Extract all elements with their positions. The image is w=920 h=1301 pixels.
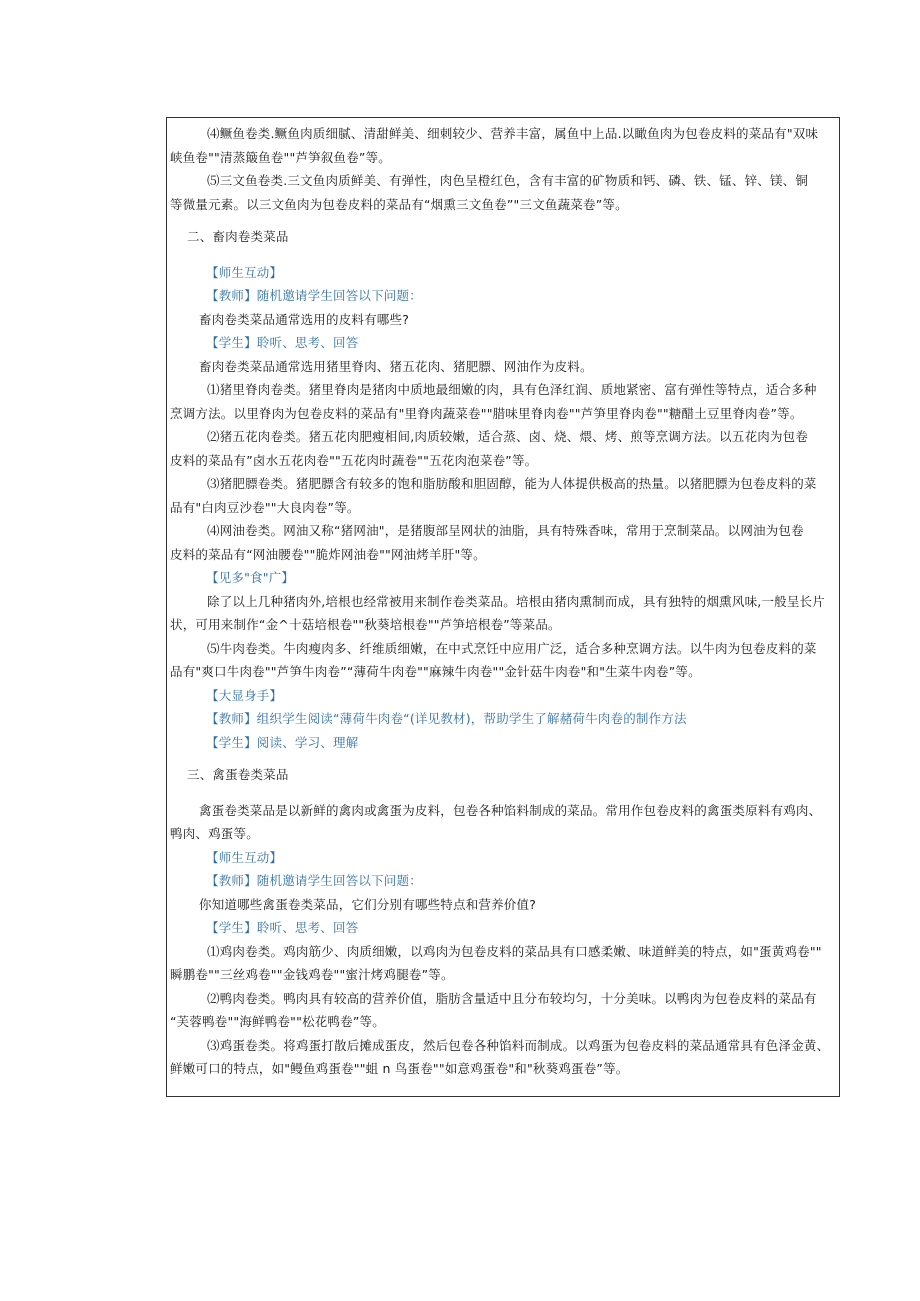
poultry-teacher-prompt: 【教师】随机邀请学生回答以下问题： xyxy=(206,873,422,888)
meat-teacher-prompt: 【教师】随机邀请学生回答以下问题： xyxy=(206,288,422,303)
poultry-intro-line1: 禽蛋卷类菜品是以新鲜的禽肉或禽蛋为皮料，包卷各种馅料制成的菜品。常用作包卷皮料的禽蛋类原料有鸡肉、 xyxy=(199,802,822,818)
fish-item-5-line1: ⑸三文鱼卷类.三文鱼肉质鲜美、有弹性，肉色呈橙红色，含有丰富的矿物质和钙、磷、铁、锰、锌、镁、铜 xyxy=(207,173,809,188)
meat-more-line1: 除了以上几种猪肉外,培根也经常被用来制作卷类菜品。培根由猪肉熏制而成，具有独特的烟熏风味,一般呈长片 xyxy=(207,593,825,609)
poultry-item-3-line2: 鲜嫩可口的特点，如"鳗鱼鸡蛋卷""蛆 n 鸟蛋卷""如意鸡蛋卷"和"秋葵鸡蛋卷”等。 xyxy=(170,1061,629,1076)
meat-item-2-line1: ⑵猪五花肉卷类。猪五花肉肥瘦相间,肉质较嫩，适合蒸、卤、烧、煨、烤、煎等烹调方法。以五花肉为包卷 xyxy=(207,429,809,444)
poultry-item-3-line1: ⑶鸡蛋卷类。将鸡蛋打散后摊成蛋皮，然后包卷各种馅料而制成。以鸡蛋为包卷皮料的菜品通常具有色泽金黄、 xyxy=(207,1037,830,1053)
poultry-question: 你知道哪些禽蛋卷类菜品，它们分别有哪些特点和营养价值? xyxy=(199,896,537,912)
lesson-table-cell xyxy=(166,117,840,1097)
poultry-item-1-line2: 瞬鹏卷""三丝鸡卷""金钱鸡卷""蜜汁烤鸡腿卷”等。 xyxy=(170,967,454,982)
poultry-item-1-line1: ⑴鸡肉卷类。鸡肉筋少、肉质细嫩，以鸡肉为包卷皮料的菜品具有口感柔嫩、味道鲜美的特点，如"蛋黄鸡卷"" xyxy=(207,943,822,959)
meat-more-line2: 状，可用来制作“金^十菇培根卷""秋葵培根卷""芦笋培根卷”等菜品。 xyxy=(170,617,561,632)
meat-show-teacher: 【教师】组织学生阅读“薄荷牛肉卷“(详见教材)，帮助学生了解赭荷牛肉卷的制作方法 xyxy=(206,711,687,726)
section-heading-poultry: 三、禽蛋卷类菜品 xyxy=(187,767,289,782)
meat-item-4-line2: 皮料的菜品有“网油腰卷""脆炸网油卷""网油烤羊肝"等。 xyxy=(170,546,486,562)
poultry-interaction-label: 【师生互动】 xyxy=(206,849,283,865)
meat-item-1-line1: ⑴猪里脊肉卷类。猪里脊肉是猪肉中质地最细嫩的肉，具有色泽红润、质地紧密、富有弹性等特点，适合多种 xyxy=(207,382,817,397)
meat-show-label: 【大显身手】 xyxy=(206,687,283,703)
meat-answer: 畜肉卷类菜品通常选用猪里脊肉、猪五花肉、猪肥膘、网油作为皮料。 xyxy=(199,358,593,374)
fish-item-4-line1: ⑷鳜鱼卷类.鳜鱼肉质细腻、清甜鲜美、细刺较少、营养丰富，属鱼中上品.以瞰鱼肉为包卷皮料的菜品有"双味 xyxy=(207,126,819,141)
meat-item-3-line2: 品有"白肉豆沙卷""大良肉卷”等。 xyxy=(170,499,360,515)
meat-item-4-line1: ⑷网油卷类。网油又称“猪网油"，是猪腹部呈网状的油脂，具有特殊香味，常用于烹制菜品。以网油为包卷 xyxy=(207,523,804,538)
poultry-item-2-line2: “芙蓉鸭卷""海鲜鸭卷""松花鸭卷”等。 xyxy=(170,1014,385,1029)
fish-item-5-line2: 等微量元素。以三文鱼肉为包卷皮料的菜品有“烟熏三文鱼卷”"三文鱼蔬菜卷”等。 xyxy=(170,196,628,212)
meat-show-student: 【学生】阅读、学习、理解 xyxy=(206,734,359,750)
meat-student-response: 【学生】聆听、思考、回答 xyxy=(206,335,359,350)
poultry-item-2-line1: ⑵鸭肉卷类。鸭肉具有较高的营养价值，脂肪含量适中且分布较均匀，十分美味。以鸭肉为包卷皮料的菜品有 xyxy=(207,990,817,1006)
meat-item-1-line2: 烹调方法。以里脊肉为包卷皮料的菜品有"里脊肉蔬菜卷""腊味里脊肉卷""芦笋里脊肉卷""糖醋土豆里脊肉卷”等。 xyxy=(170,405,803,421)
meat-item-5-line1: ⑸牛肉卷类。牛肉瘦肉多、纤维质细嫩，在中式烹饪中应用广泛，适合多种烹调方法。以牛肉为包卷皮料的菜 xyxy=(207,640,817,656)
poultry-intro-line2: 鸭肉、鸡蛋等。 xyxy=(170,826,259,841)
meat-question: 畜肉卷类菜品通常选用的皮料有哪些? xyxy=(199,311,410,327)
section-heading-meat: 二、畜肉卷类菜品 xyxy=(187,229,289,244)
poultry-student-response: 【学生】聆听、思考、回答 xyxy=(206,920,359,935)
lesson-content xyxy=(167,122,839,1081)
meat-item-5-line2: 品有"爽口牛肉卷""芦笋牛肉卷”“薄荷牛肉卷""麻辣牛肉卷""金针菇牛肉卷"和"生菜牛肉卷”等。 xyxy=(170,664,701,679)
meat-more-label: 【见多"食"广】 xyxy=(206,570,295,585)
fish-item-4-line2: 峡鱼卷""清蒸簸鱼卷""芦笋叙鱼卷”等。 xyxy=(170,149,391,165)
meat-interaction-label: 【师生互动】 xyxy=(206,264,283,280)
meat-item-3-line1: ⑶猪肥膘卷类。猪肥膘含有较多的饱和脂肪酸和胆固醇，能为人体提供极高的热量。以猪肥膘为包卷皮料的菜 xyxy=(207,476,817,491)
meat-item-2-line2: 皮料的菜品有”卤水五花肉卷""五花肉时蔬卷""五花肉泡菜卷”等。 xyxy=(170,452,538,468)
